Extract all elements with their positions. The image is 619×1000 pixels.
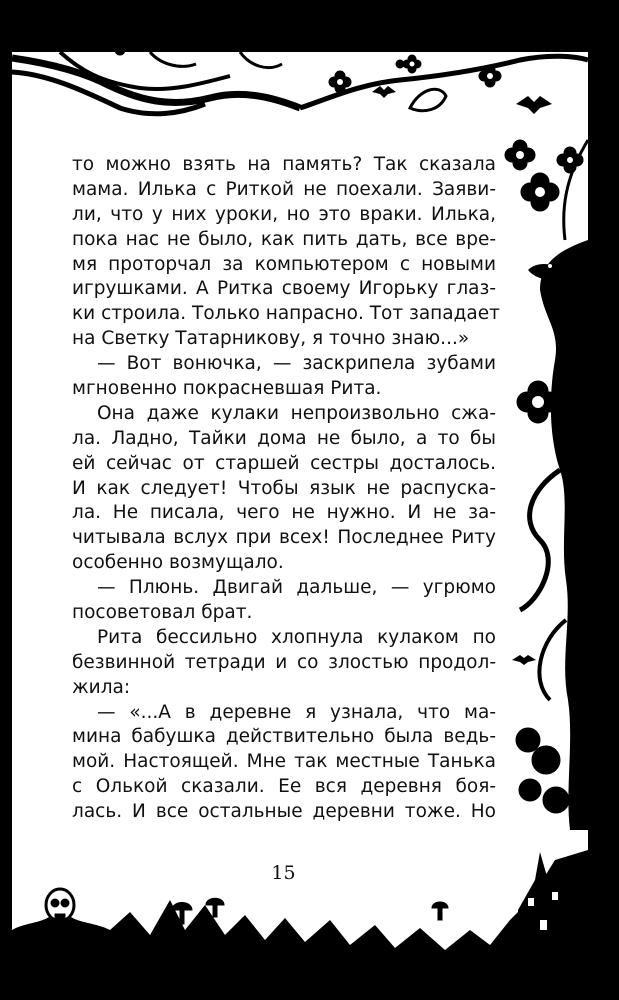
text-line: мя проторчал за компьютером с новыми: [72, 253, 496, 275]
vine-branch: [12, 72, 205, 114]
tree-silhouette: [540, 240, 588, 830]
text-line: Она даже кулаки непроизвольно сжа-: [97, 402, 496, 424]
text-line: особенно возмущало.: [72, 552, 284, 574]
vine-branch: [60, 52, 230, 89]
flower-icon: [403, 55, 421, 73]
leaf-icon: [410, 89, 446, 110]
right-edge-band: [588, 0, 619, 1000]
text-line: ки строила. Только напрасно. Тот западает: [72, 303, 500, 325]
text-line: жила:: [72, 676, 131, 698]
text-line: пока нас не было, как пить дать, все вре-: [72, 228, 496, 250]
text-line: лась. И все остальные деревни тоже. Но: [72, 801, 496, 823]
text-line: Рита бессильно хлопнула кулаком по: [97, 626, 496, 648]
vine-curl: [150, 52, 196, 66]
text-line: то можно взять на память? Так сказала: [72, 154, 496, 175]
vine-curl: [520, 470, 560, 610]
text-line: ей сейчас от старшей сестры досталось.: [72, 452, 496, 474]
text-line: с Олькой сказали. Ее вся деревня боя-: [72, 776, 496, 798]
top-vine-border: [12, 45, 588, 114]
text-line: ла. Ладно, Тайки дома не было, а то бы: [72, 427, 496, 449]
skull-icon: [46, 889, 74, 921]
text-line: ла. Не писала, чего не нужно. И не за-: [72, 502, 496, 524]
vine-curl: [240, 52, 282, 68]
text-line: читывала вслух при всех! Последнее Риту: [72, 527, 496, 549]
vine-curl: [539, 620, 566, 700]
foliage: [519, 779, 541, 801]
text-line: на Светку Татарникову, я точно знаю...»: [72, 328, 470, 350]
body-text: [72, 153, 500, 825]
text-line: мама. Илька с Риткой не поехали. Заяви-: [72, 178, 496, 200]
text-line: безвинной тетради и со злостью продол-: [72, 651, 496, 673]
text-line: мина бабушка действительно была ведь-: [72, 726, 496, 748]
right-flower-border: [505, 140, 588, 830]
text-line: И как следует! Чтобы язык не распуска-: [72, 477, 496, 499]
text-line: ли, что у них уроки, но это враки. Илька,: [72, 203, 496, 225]
flower-icon: [557, 147, 583, 173]
page-number: 15: [271, 862, 296, 884]
bat-icon: [372, 86, 396, 98]
foliage: [543, 787, 569, 813]
text-line: мгновенно покрасневшая Рита.: [72, 378, 382, 400]
text-line: — Плюнь. Двигай дальше, — угрюмо: [97, 577, 496, 599]
foliage: [532, 746, 560, 774]
mushroom-icon: [432, 902, 448, 920]
foliage: [516, 728, 540, 752]
bat-icon: [516, 96, 552, 114]
flower-icon: [505, 140, 535, 170]
berry: [115, 45, 125, 55]
text-line: — «...А в деревне я узнала, что ма-: [97, 701, 496, 723]
bat-icon: [512, 655, 536, 665]
text-line: мой. Настоящей. Мне так местные Танька: [72, 751, 496, 773]
text-line: посоветовал брат.: [72, 602, 253, 624]
ghost-eye: [548, 264, 552, 268]
text-line: — Вот вонючка, — заскрипела зубами: [97, 353, 496, 375]
text-line: игрушками. А Ритка своему Игорьку глаз-: [72, 278, 496, 300]
flower-icon: [521, 173, 559, 211]
